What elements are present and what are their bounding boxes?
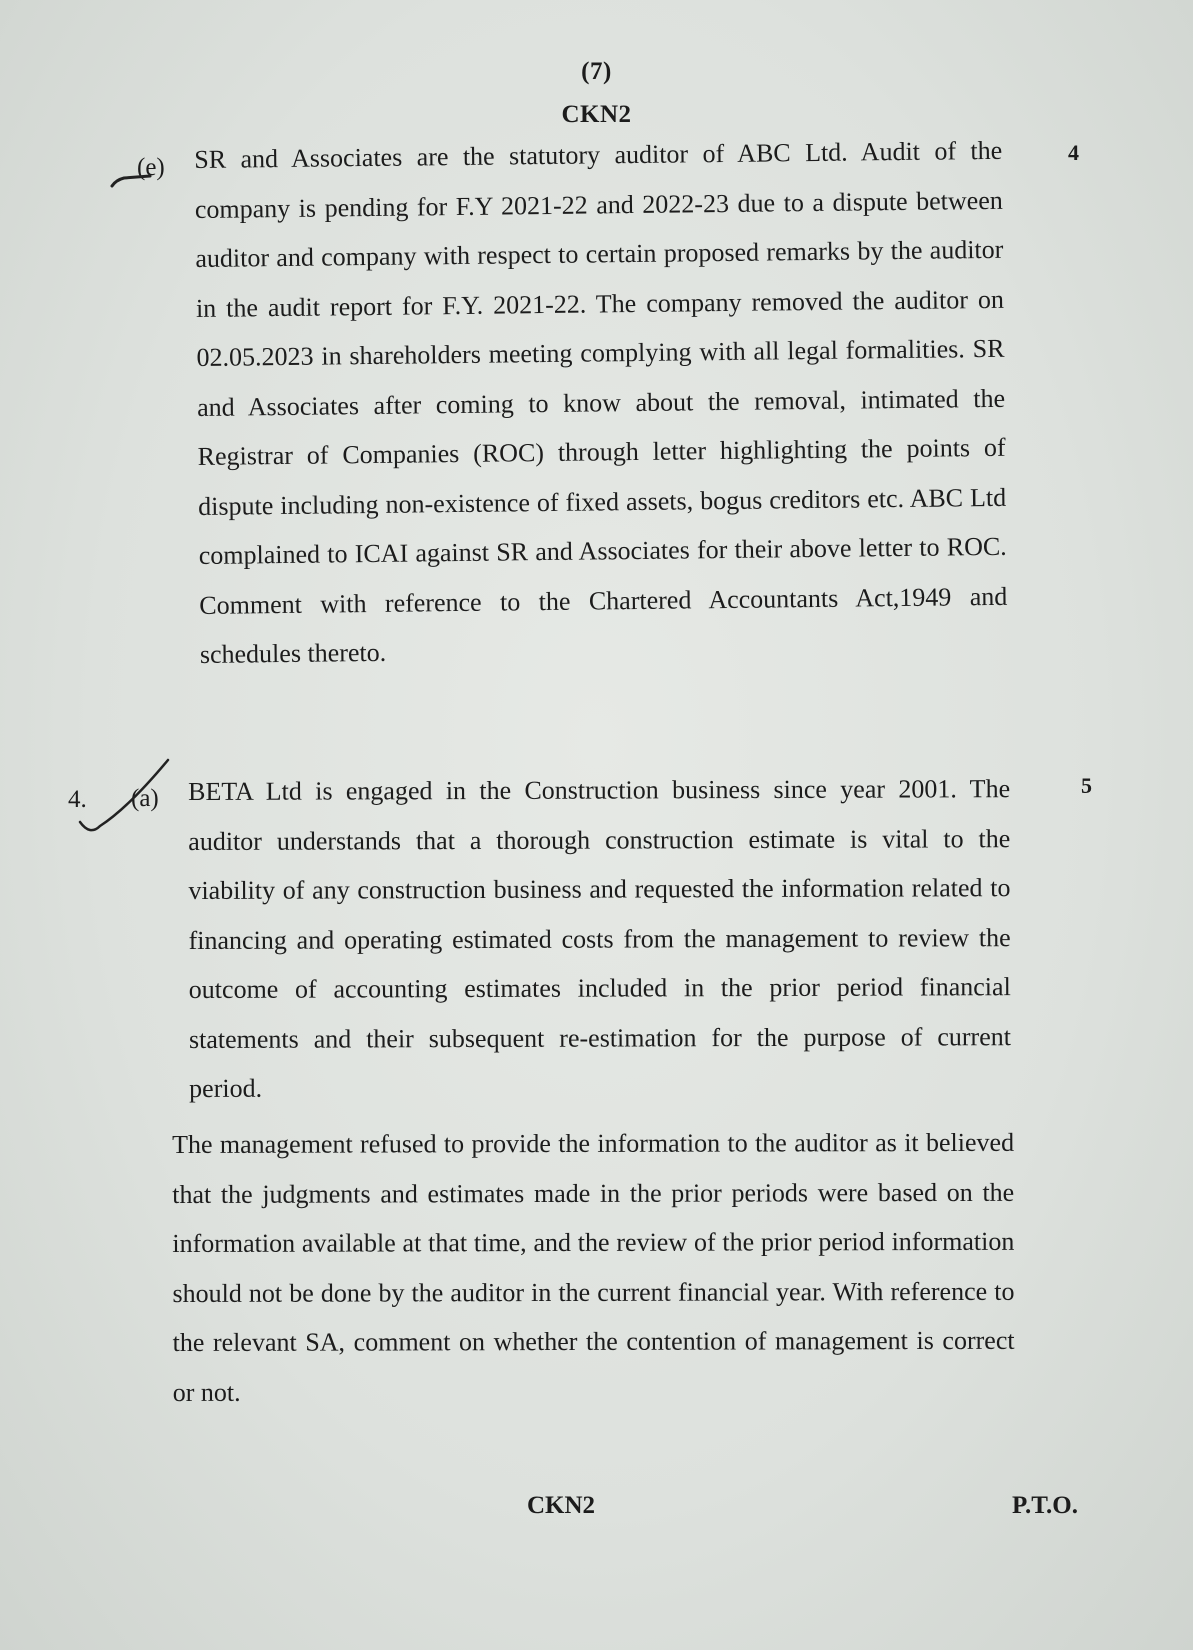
- question-4a-text: BETA Ltd is engaged in the Construction business since year 2001. The auditor understands that a thorough construction estimate is vital to the viability of any construction business and requested the information related to financing and operating estimated costs from the management to review the outcome of accounting estimates included in the prior period financial statements and their subsequent re-estimation for the purpose of current period.: [188, 774, 1011, 1103]
- paper-code-footer: CKN2: [527, 1492, 596, 1519]
- question-4a-continuation: The management refused to provide the information to the auditor as it believed that the judgments and estimates made in the prior periods were based on the information available at that time, and the review of the prior period information should not be done by the auditor in the current financial year. With reference to the relevant SA, comment on whether the contention of management is correct or not.: [172, 1127, 1015, 1407]
- pto-note: P.T.O.: [1012, 1492, 1078, 1519]
- page-number: (7): [581, 58, 612, 85]
- question-e-text: SR and Associates are the statutory auditor of ABC Ltd. Audit of the company is pending for F.Y 2021-22 and 2022-23 due to a dispute between auditor and company with respect to certain proposed remarks by the auditor in the audit report for F.Y. 2021-22. The company removed the auditor on 02.05.2023 in shareholders meeting complying with all legal formalities. SR and Associates after coming to know about the removal, intimated the Registrar of Companies (ROC) through letter highlighting the points of dispute including non-existence of fixed assets, bogus creditors etc. ABC Ltd complained to ICAI against SR and Associates for their above letter to ROC. Comment with reference to the Chartered Accountants Act,1949 and schedules thereto.: [194, 135, 1008, 669]
- marks-question-4a: 5: [1081, 773, 1092, 798]
- question-label-a: (a): [131, 785, 159, 812]
- question-number-4: 4.: [68, 786, 87, 813]
- paper-code-header: CKN2: [561, 101, 632, 128]
- marks-question-e: 4: [1068, 140, 1079, 165]
- question-label-e: (e): [137, 154, 165, 181]
